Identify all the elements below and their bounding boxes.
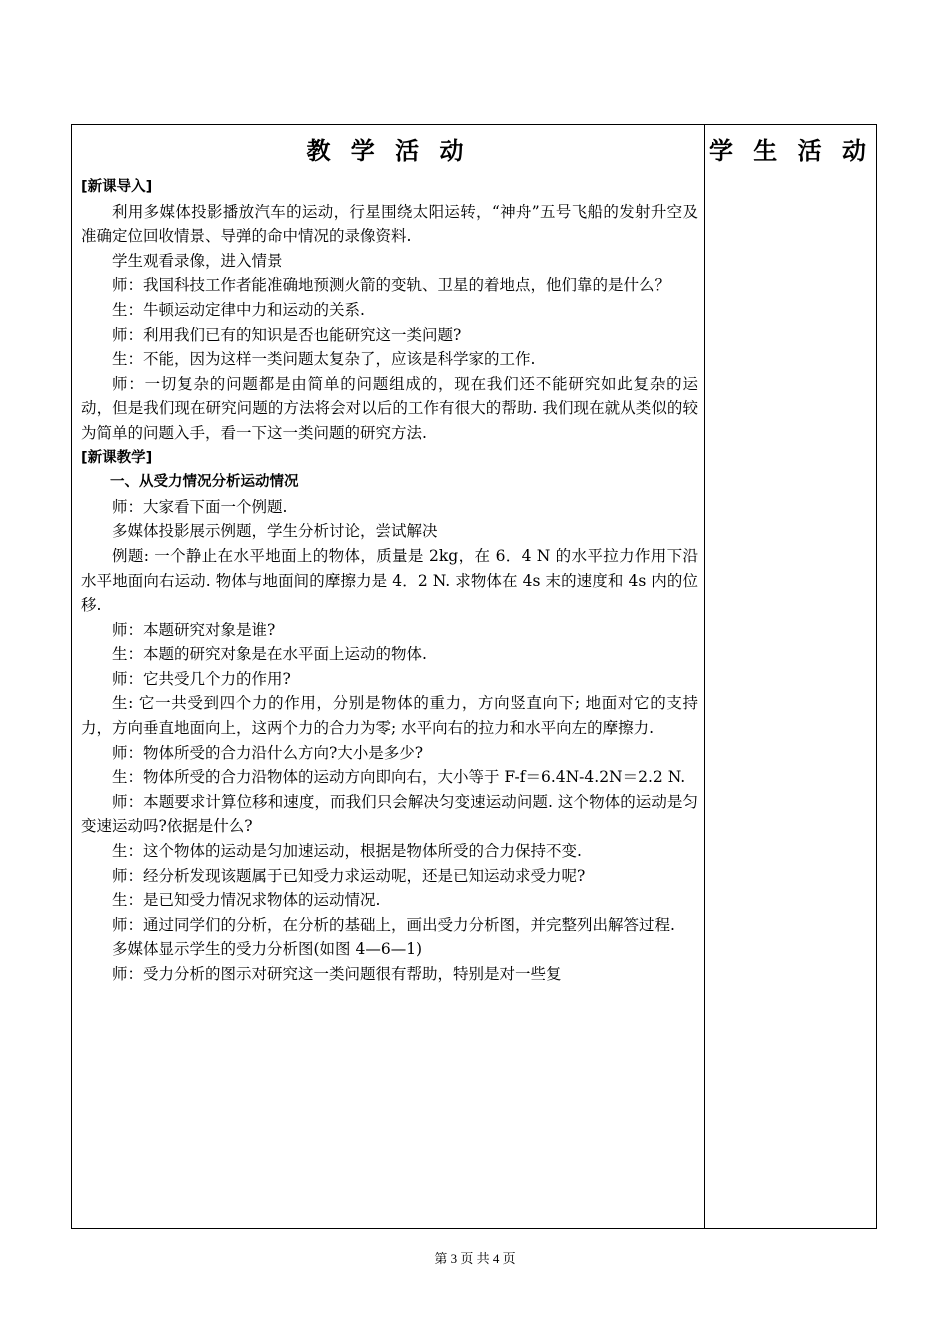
paragraph: 学生观看录像，进入情景: [112, 251, 283, 270]
paragraph: 生：物体所受的合力沿物体的运动方向即向右，大小等于 F-f＝6.4N-4.2N＝2.2 N.: [112, 768, 686, 787]
student-activity-column: [705, 125, 876, 1228]
teaching-activity-header: 教 学 活 动: [306, 137, 470, 165]
paragraph: 师：它共受几个力的作用?: [112, 669, 291, 688]
paragraph: 例题: 一个静止在水平地面上的物体，质量是 2kg，在 6．4 N 的水平拉力作用下沿水平地面向右运动. 物体与地面间的摩擦力是 4．2 N. 求物体在 4s 末的速度和 4s 内的位移.: [81, 546, 698, 615]
section-heading: [新课导入]: [81, 179, 153, 195]
paragraph: 师：我国科技工作者能准确地预测火箭的变轨、卫星的着地点，他们靠的是什么？: [112, 276, 671, 295]
paragraph: 多媒体显示学生的受力分析图(如图 4—6—1): [112, 940, 423, 959]
paragraph: 师：本题研究对象是谁?: [112, 620, 276, 639]
lesson-table: [71, 124, 877, 1229]
page-footer: 第 3 页 共 4 页: [434, 1251, 516, 1266]
paragraph: 师：利用我们已有的知识是否也能研究这一类问题?: [112, 325, 462, 344]
paragraph: 生：本题的研究对象是在水平面上运动的物体.: [112, 645, 427, 664]
section-heading: [新课教学]: [81, 449, 153, 466]
teaching-activity-column: [72, 125, 704, 1228]
section-heading: 一、从受力情况分析运动情况: [110, 474, 299, 491]
lesson-content: [72, 175, 704, 987]
student-activity-header: 学 生 活 动: [708, 137, 873, 165]
paragraph: 生: 它一共受到四个力的作用，分别是物体的重力，方向竖直向下; 地面对它的支持力，方向垂直地面向上，这两个力的合力为零; 水平向右的拉力和水平向左的摩擦力.: [81, 694, 698, 738]
paragraph: 生：是已知受力情况求物体的运动情况.: [112, 891, 381, 910]
paragraph: 生：牛顿运动定律中力和运动的关系.: [112, 300, 365, 319]
paragraph: 师：本题要求计算位移和速度，而我们只会解决匀变速运动问题. 这个物体的运动是匀变速运动吗?依据是什么?: [81, 792, 698, 836]
paragraph: 生：不能，因为这样一类问题太复杂了，应该是科学家的工作.: [112, 350, 536, 369]
paragraph: 师：经分析发现该题属于已知受力求运动呢，还是已知运动求受力呢?: [112, 866, 586, 885]
paragraph: 生：这个物体的运动是匀加速运动，根据是物体所受的合力保持不变.: [112, 842, 582, 861]
paragraph: 师：大家看下面一个例题.: [112, 497, 288, 516]
paragraph: 利用多媒体投影播放汽车的运动，行星围绕太阳运转，“神舟”五号飞船的发射升空及准确定位回收情景、导弹的命中情况的录像资料.: [81, 202, 698, 246]
paragraph: 师：通过同学们的分析，在分析的基础上，画出受力分析图，并完整列出解答过程.: [112, 915, 675, 934]
paragraph: 师：受力分析的图示对研究这一类问题很有帮助，特别是对一些复: [112, 965, 562, 983]
paragraph: 多媒体投影展示例题，学生分析讨论，尝试解决: [112, 522, 438, 541]
paragraph: 师：物体所受的合力沿什么方向?大小是多少?: [112, 743, 424, 762]
paragraph: 师：一切复杂的问题都是由简单的问题组成的，现在我们还不能研究如此复杂的运动，但是我们现在研究问题的方法将会对以后的工作有很大的帮助. 我们现在就从类似的较为简单的问题入手，看一下这一类问题的研究方法.: [81, 374, 698, 442]
